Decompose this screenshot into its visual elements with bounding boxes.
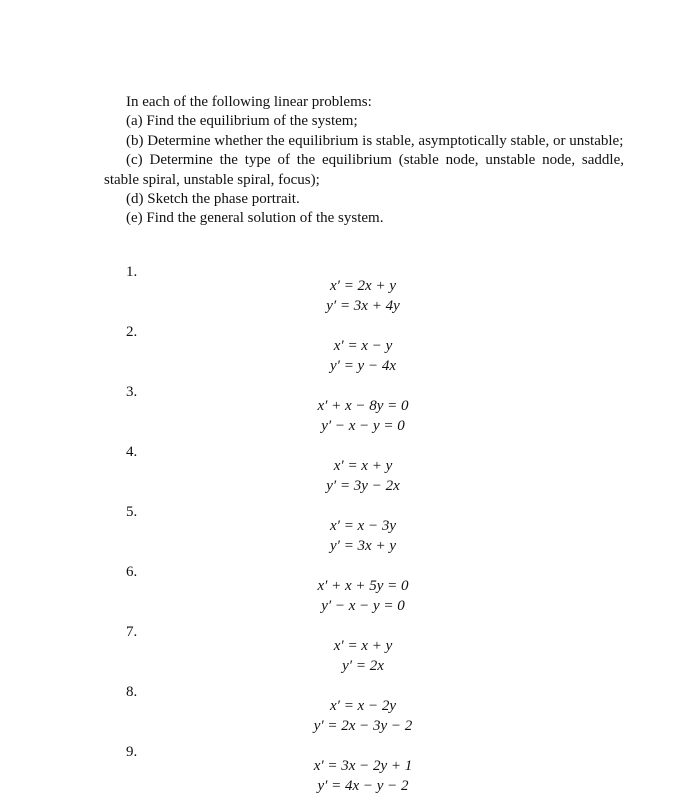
instructions <box>104 93 624 229</box>
instruction-c: (c) Determine the type of the equilibrium (stable node, unstable node, saddle, stable spiral, unstable spiral, focus); <box>104 152 624 188</box>
problem-2 <box>0 324 691 382</box>
equation-system <box>0 396 691 436</box>
equation-x: x′ = x − 2y <box>330 698 396 714</box>
problem-number: 1. <box>126 264 138 280</box>
equation-y: y′ − x − y = 0 <box>321 598 405 614</box>
problem-number: 3. <box>126 384 138 400</box>
equation-system <box>0 696 691 736</box>
equation-y: y′ − x − y = 0 <box>321 418 405 434</box>
problem-number: 7. <box>126 624 138 640</box>
problem-5 <box>0 504 691 562</box>
equation-x: x′ + x − 8y = 0 <box>317 398 409 414</box>
problem-6 <box>0 564 691 622</box>
instructions-lead: In each of the following linear problems: <box>126 94 372 110</box>
equation-y: y′ = 2x <box>342 658 384 674</box>
problem-3 <box>0 384 691 442</box>
problem-number: 2. <box>126 324 138 340</box>
equation-system <box>0 756 691 796</box>
equation-x: x′ = x + y <box>333 638 393 654</box>
equation-y: y′ = 2x − 3y − 2 <box>313 718 413 734</box>
equation-y: y′ = 3x + 4y <box>326 298 400 314</box>
equation-system <box>0 276 691 316</box>
equation-system <box>0 516 691 556</box>
equation-x: x′ = x + y <box>333 458 393 474</box>
instruction-d: (d) Sketch the phase portrait. <box>126 191 300 208</box>
equation-y: y′ = 3x + y <box>330 538 396 554</box>
problem-number: 4. <box>126 444 138 460</box>
equation-x: x′ = 2x + y <box>330 278 396 294</box>
equation-x: x′ = x − y <box>333 338 393 354</box>
equation-system <box>0 456 691 496</box>
equation-y: y′ = 4x − y − 2 <box>317 778 409 794</box>
equation-x: x′ = 3x − 2y + 1 <box>313 758 413 774</box>
equation-system <box>0 636 691 676</box>
problem-9 <box>0 744 691 802</box>
problem-number: 6. <box>126 564 138 580</box>
problem-7 <box>0 624 691 682</box>
equation-system <box>0 336 691 376</box>
instruction-a: (a) Find the equilibrium of the system; <box>126 113 358 130</box>
problem-number: 8. <box>126 684 138 700</box>
equation-x: x′ + x + 5y = 0 <box>317 578 409 594</box>
instruction-e: (e) Find the general solution of the system. <box>126 210 384 227</box>
problem-1 <box>0 264 691 322</box>
problem-number: 5. <box>126 504 138 520</box>
equation-y: y′ = 3y − 2x <box>326 478 400 494</box>
problem-4 <box>0 444 691 502</box>
problem-8 <box>0 684 691 742</box>
instruction-b: (b) Determine whether the equilibrium is stable, asymptotically stable, or unstable; <box>126 132 624 149</box>
equation-system <box>0 576 691 616</box>
problem-number: 9. <box>126 744 138 760</box>
equation-x: x′ = x − 3y <box>330 518 396 534</box>
equation-y: y′ = y − 4x <box>330 358 396 374</box>
